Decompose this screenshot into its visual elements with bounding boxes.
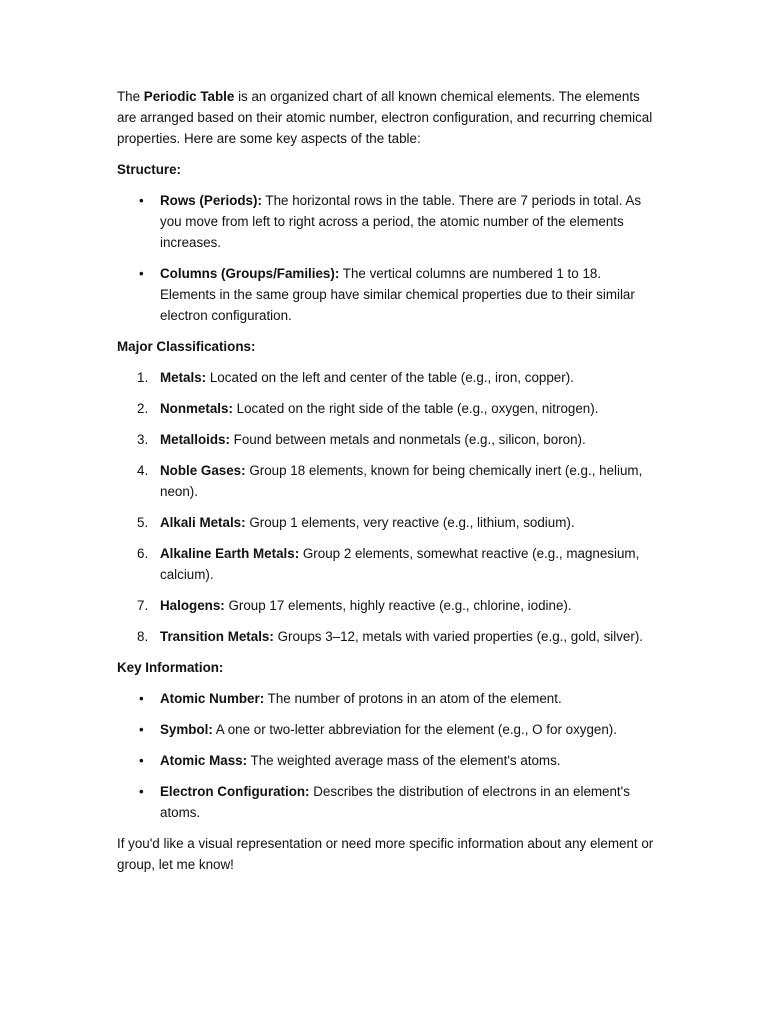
- list-item: [117, 367, 657, 388]
- item-number: 1.: [137, 370, 149, 385]
- item-number: 4.: [137, 463, 149, 478]
- key-info-heading: Key Information:: [117, 660, 224, 675]
- item-text: Found between metals and nonmetals (e.g., silicon, boron).: [229, 432, 586, 447]
- bullet-glyph: •: [139, 722, 144, 737]
- item-text: Groups 3–12, metals with varied properties (e.g., gold, silver).: [273, 629, 643, 644]
- item-text: Located on the right side of the table (e.g., oxygen, nitrogen).: [232, 401, 599, 416]
- document-body: [117, 86, 657, 885]
- list-item: [117, 688, 657, 709]
- item-text: Describes the distribution of electrons in an element's atoms.: [160, 784, 630, 820]
- item-term: Electron Configuration:: [160, 784, 310, 799]
- item-text: Group 2 elements, somewhat reactive (e.g., magnesium, calcium).: [160, 546, 640, 582]
- classifications-list: [117, 367, 657, 647]
- intro-text-end: is an organized chart of all known chemical elements. The elements are arranged based on their atomic number, electron configuration, and recurring chemical properties. Here are some key aspects of the table:: [117, 89, 653, 146]
- list-item: [117, 460, 657, 502]
- list-item: [117, 398, 657, 419]
- list-item: [117, 190, 657, 253]
- item-term: Alkali Metals:: [160, 515, 246, 530]
- item-number: 7.: [137, 598, 149, 613]
- item-term: Noble Gases:: [160, 463, 246, 478]
- list-item: [117, 429, 657, 450]
- item-term: Columns (Groups/Families):: [160, 266, 340, 281]
- item-number: 6.: [137, 546, 149, 561]
- item-number: 2.: [137, 401, 149, 416]
- item-term: Atomic Mass:: [160, 753, 248, 768]
- bullet-glyph: •: [139, 266, 144, 281]
- key-info-list: [117, 688, 657, 823]
- list-item: [117, 263, 657, 326]
- item-term: Rows (Periods):: [160, 193, 262, 208]
- bullet-glyph: •: [139, 784, 144, 799]
- list-item: [117, 750, 657, 771]
- structure-heading: Structure:: [117, 162, 181, 177]
- item-text: The horizontal rows in the table. There are 7 periods in total. As you move from left to right across a period, the atomic number of the elements increases.: [160, 193, 642, 250]
- list-item: [117, 595, 657, 616]
- closing-paragraph: If you'd like a visual representation or need more specific information about any element or group, let me know!: [117, 836, 654, 872]
- list-item: [117, 512, 657, 533]
- item-term: Halogens:: [160, 598, 225, 613]
- bullet-glyph: •: [139, 193, 144, 208]
- item-term: Nonmetals:: [160, 401, 233, 416]
- bullet-glyph: •: [139, 691, 144, 706]
- intro-text-start: The: [117, 89, 144, 104]
- item-number: 8.: [137, 629, 149, 644]
- list-item: [117, 781, 657, 823]
- item-text: Group 17 elements, highly reactive (e.g., chlorine, iodine).: [224, 598, 572, 613]
- item-term: Alkaline Earth Metals:: [160, 546, 300, 561]
- item-text: A one or two-letter abbreviation for the element (e.g., O for oxygen).: [212, 722, 617, 737]
- item-text: Located on the left and center of the table (e.g., iron, copper).: [206, 370, 574, 385]
- item-text: Group 18 elements, known for being chemically inert (e.g., helium, neon).: [160, 463, 643, 499]
- intro-paragraph: [117, 86, 657, 149]
- list-item: [117, 543, 657, 585]
- item-text: The weighted average mass of the element's atoms.: [247, 753, 561, 768]
- item-term: Transition Metals:: [160, 629, 274, 644]
- item-term: Atomic Number:: [160, 691, 265, 706]
- bullet-glyph: •: [139, 753, 144, 768]
- list-item: [117, 719, 657, 740]
- intro-bold-term: Periodic Table: [143, 89, 235, 104]
- item-term: Metalloids:: [160, 432, 230, 447]
- item-text: The number of protons in an atom of the element.: [264, 691, 562, 706]
- classifications-heading: Major Classifications:: [117, 339, 256, 354]
- item-term: Metals:: [160, 370, 207, 385]
- item-text: The vertical columns are numbered 1 to 18. Elements in the same group have similar chemical properties due to their similar electron configuration.: [160, 266, 635, 323]
- list-item: [117, 626, 657, 647]
- item-term: Symbol:: [160, 722, 213, 737]
- item-text: Group 1 elements, very reactive (e.g., lithium, sodium).: [245, 515, 575, 530]
- item-number: 5.: [137, 515, 149, 530]
- item-number: 3.: [137, 432, 149, 447]
- structure-list: [117, 190, 657, 326]
